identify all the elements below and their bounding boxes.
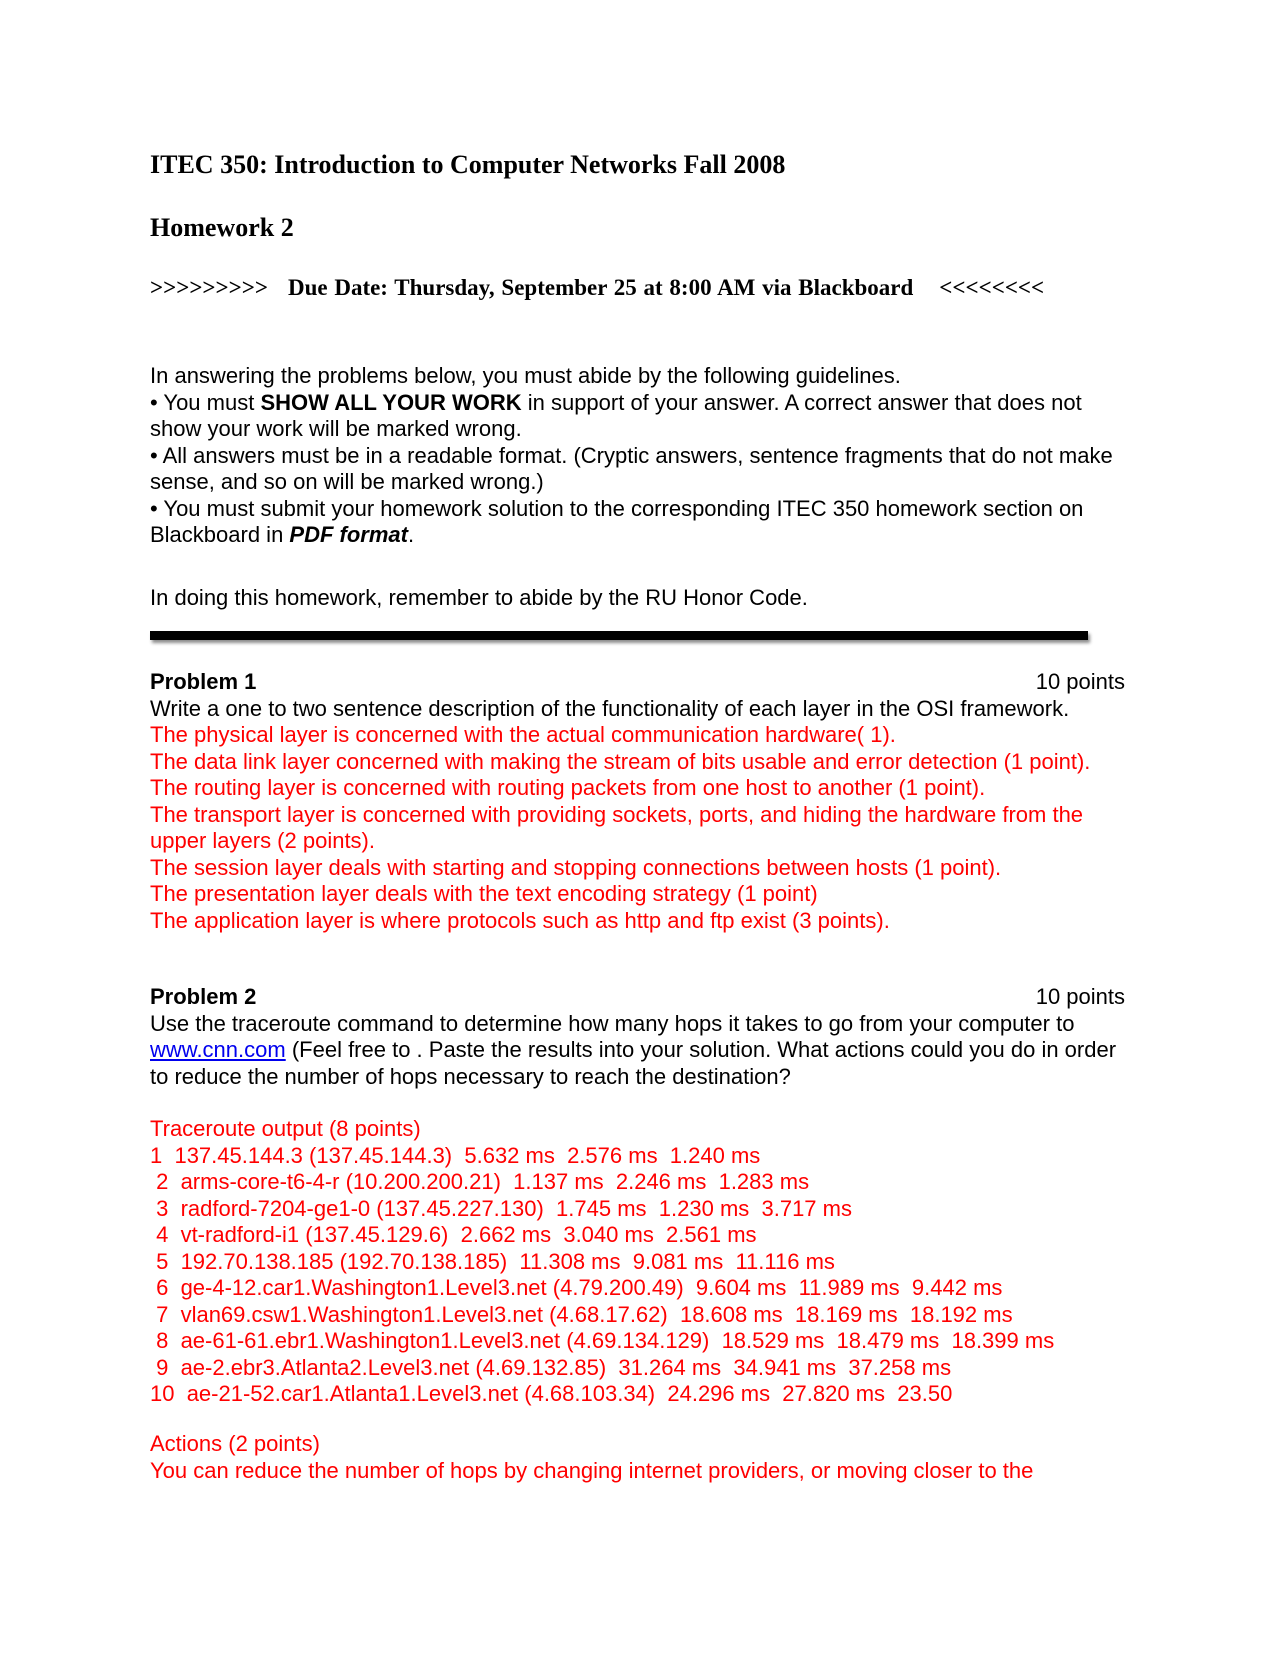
trace-line: 1 137.45.144.3 (137.45.144.3) 5.632 ms 2.576 ms 1.240 ms [150, 1142, 761, 1168]
answer-transport: The transport layer is concerned with providing sockets, ports, and hiding the hardware from the upper layers (2 points). [150, 801, 1084, 853]
guideline-3-pre: • You must submit your homework solution to the corresponding ITEC 350 homework section on Blackboard in [150, 495, 1084, 547]
answer-routing: The routing layer is concerned with routing packets from one host to another (1 point). [150, 775, 986, 800]
problem-1-question: Write a one to two sentence description of the functionality of each layer in the OSI framework. [150, 695, 1070, 721]
guideline-3-post: . [407, 522, 415, 547]
trace-line: 8 ae-61-61.ebr1.Washington1.Level3.net (4.69.134.129) 18.529 ms 18.479 ms 18.399 ms [150, 1328, 1055, 1353]
traceroute-heading: Traceroute output (8 points) [150, 1116, 421, 1141]
answer-physical: The physical layer is concerned with the actual communication hardware( 1). [150, 722, 896, 747]
problem-2-header [150, 984, 1125, 1011]
problem-2 [150, 984, 1125, 1090]
trace-line: 5 192.70.138.185 (192.70.138.185) 11.308 ms 9.081 ms 11.116 ms [150, 1248, 835, 1274]
guideline-1-pre: • You must [150, 389, 261, 415]
guidelines-intro: In answering the problems below, you must abide by the following guidelines. [150, 363, 901, 388]
trace-line: 6 ge-4-12.car1.Washington1.Level3.net (4.79.200.49) 9.604 ms 11.989 ms 9.442 ms [150, 1275, 1003, 1300]
answer-application: The application layer is where protocols such as http and ftp exist (3 points). [150, 907, 890, 933]
cnn-link[interactable]: www.cnn.com [150, 1037, 286, 1062]
answer-data-link: The data link layer concerned with making the stream of bits usable and error detection (1 point). [150, 748, 1091, 774]
traceroute-output [150, 1116, 1125, 1408]
actions-answer [150, 1431, 1125, 1484]
answer-session: The session layer deals with starting and stopping connections between hosts (1 point). [150, 854, 1002, 880]
trace-line: 9 ae-2.ebr3.Atlanta2.Level3.net (4.69.132.85) 31.264 ms 34.941 ms 37.258 ms [150, 1354, 952, 1380]
course-title: ITEC 350: Introduction to Computer Networks Fall 2008 [150, 150, 786, 179]
guideline-1-bold: SHOW ALL YOUR WORK [260, 389, 522, 415]
problem-2-label: Problem 2 [150, 984, 257, 1009]
problem-1-label: Problem 1 [150, 669, 257, 694]
due-arrows-right: <<<<<<<< [939, 275, 1045, 300]
problem-2-points: 10 points [1035, 984, 1125, 1009]
problem-1 [150, 669, 1125, 934]
guideline-show-work [150, 390, 1125, 443]
problem-2-question [150, 1011, 1125, 1091]
due-arrows-left: >>>>>>>>> [150, 275, 268, 300]
actions-text: You can reduce the number of hops by changing internet providers, or moving closer to the [150, 1457, 1034, 1483]
guideline-3-bold: PDF format [289, 522, 408, 547]
guidelines [150, 363, 1125, 549]
trace-line: 10 ae-21-52.car1.Atlanta1.Level3.net (4.68.103.34) 24.296 ms 27.820 ms 23.50 [150, 1381, 953, 1406]
answer-presentation: The presentation layer deals with the text encoding strategy (1 point) [150, 881, 818, 906]
trace-line: 2 arms-core-t6-4-r (10.200.200.21) 1.137 ms 2.246 ms 1.283 ms [150, 1169, 810, 1194]
problem-2-question-pre: Use the traceroute command to determine how many hops it takes to go from your computer to [150, 1010, 1075, 1036]
trace-line: 7 vlan69.csw1.Washington1.Level3.net (4.68.17.62) 18.608 ms 18.169 ms 18.192 ms [150, 1301, 1013, 1327]
due-date-text: Due Date: Thursday, September 25 at 8:00 AM via Blackboard [287, 275, 914, 300]
section-divider [150, 631, 1088, 640]
due-date-line [150, 275, 1044, 301]
trace-line: 3 radford-7204-ge1-0 (137.45.227.130) 1.745 ms 1.230 ms 3.717 ms [150, 1195, 852, 1221]
problem-1-points: 10 points [1035, 669, 1125, 694]
honor-code-note: In doing this homework, remember to abide by the RU Honor Code. [150, 585, 808, 610]
trace-line: 4 vt-radford-i1 (137.45.129.6) 2.662 ms 3.040 ms 2.561 ms [150, 1222, 757, 1247]
homework-title: Homework 2 [150, 213, 294, 242]
guideline-1-post: in support of your answer. A correct answer that does not show your work will be marked wrong. [150, 389, 1082, 441]
actions-heading: Actions (2 points) [150, 1431, 320, 1456]
guideline-readable: • All answers must be in a readable format. (Cryptic answers, sentence fragments that do not make sense, and so on will be marked wrong.) [150, 442, 1113, 494]
problem-1-header [150, 669, 1125, 696]
guideline-submit [150, 496, 1125, 549]
problem-2-question-post: (Feel free to . Paste the results into your solution. What actions could you do in order to reduce the number of hops necessary to reach the destination? [150, 1037, 1117, 1089]
